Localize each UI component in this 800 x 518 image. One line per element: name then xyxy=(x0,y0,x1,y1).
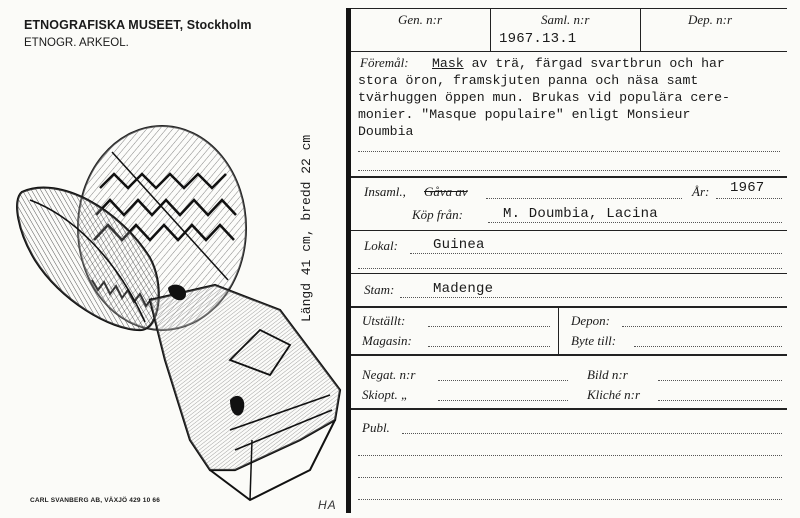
negat-label: Negat. n:r xyxy=(362,367,416,382)
foremal-line: Doumbia xyxy=(358,124,414,139)
foremal-line-1 xyxy=(432,55,725,72)
printer-imprint: CARL SVANBERG AB, VÄXJÖ 429 10 66 xyxy=(30,497,161,504)
saml-value: 1967.13.1 xyxy=(499,31,577,47)
ruled-line xyxy=(658,400,782,401)
ruled-line xyxy=(634,346,782,347)
depon-label: Depon: xyxy=(571,313,610,328)
divider xyxy=(351,354,787,356)
stam-value: Madenge xyxy=(433,281,494,297)
divider xyxy=(558,308,559,354)
ruled-line xyxy=(410,253,782,254)
cataloguer-initials: HA xyxy=(318,498,337,512)
ruled-line xyxy=(438,380,568,381)
ruled-line xyxy=(358,268,782,269)
kliche-label: Kliché n:r xyxy=(587,387,641,402)
ruled-line xyxy=(486,198,682,199)
insaml-struck: Gåva av xyxy=(424,184,468,199)
museum-city: Stockholm xyxy=(186,18,252,32)
ruled-line xyxy=(358,170,780,171)
foremal-label: Föremål: xyxy=(360,55,409,70)
foremal-line-1-rest: av trä, färgad svartbrun och har xyxy=(463,56,725,71)
foremal-line: monier. "Masque populaire" enligt Monsieur xyxy=(358,107,691,122)
ruled-line xyxy=(358,151,780,152)
ruled-line xyxy=(488,222,782,223)
saml-label: Saml. n:r xyxy=(541,12,590,27)
ruled-line xyxy=(622,326,782,327)
divider xyxy=(351,51,787,52)
foremal-line: tvärhuggen öppen mun. Brukas vid populära cere- xyxy=(358,90,730,105)
divider xyxy=(640,8,641,51)
kop-value: M. Doumbia, Lacina xyxy=(503,206,658,222)
ruled-line xyxy=(428,326,550,327)
ar-value: 1967 xyxy=(730,180,765,196)
divider xyxy=(490,8,491,51)
divider xyxy=(351,273,787,274)
utstallt-label: Utställt: xyxy=(362,313,406,328)
card-top-border xyxy=(351,8,787,9)
foremal-line: stora öron, framskjuten panna och näsa samt xyxy=(358,73,699,88)
divider xyxy=(351,230,787,231)
divider xyxy=(351,306,787,308)
ruled-line xyxy=(358,477,782,478)
magasin-label: Magasin: xyxy=(362,333,412,348)
ruled-line xyxy=(438,400,568,401)
dep-label: Dep. n:r xyxy=(688,12,733,27)
mask-drawing xyxy=(0,0,346,518)
ruled-line xyxy=(400,297,782,298)
kop-label: Köp från: xyxy=(412,207,463,222)
ruled-line xyxy=(402,433,782,434)
divider xyxy=(351,176,787,178)
ruled-line xyxy=(428,346,550,347)
lokal-value: Guinea xyxy=(433,237,485,253)
lokal-label: Lokal: xyxy=(364,238,398,253)
foremal-first-word: Mask xyxy=(432,56,464,71)
ruled-line xyxy=(358,499,782,500)
byte-label: Byte till: xyxy=(571,333,617,348)
insaml-label: Insaml., xyxy=(364,184,406,199)
divider xyxy=(351,408,787,410)
gen-label: Gen. n:r xyxy=(398,12,443,27)
museum-name-text: ETNOGRAFISKA MUSEET, xyxy=(24,18,184,32)
skiopt-label: Skiopt. „ xyxy=(362,387,409,402)
ruled-line xyxy=(658,380,782,381)
ruled-line xyxy=(358,455,782,456)
card-left-edge xyxy=(346,8,351,513)
bild-label: Bild n:r xyxy=(587,367,628,382)
ar-label: År: xyxy=(692,184,710,199)
dimensions-note: Längd 41 cm, bredd 22 cm xyxy=(299,134,314,322)
stam-label: Stam: xyxy=(364,282,395,297)
museum-department: ETNOGR. ARKEOL. xyxy=(24,37,129,49)
ruled-line xyxy=(716,198,782,199)
publ-label: Publ. xyxy=(362,420,390,435)
